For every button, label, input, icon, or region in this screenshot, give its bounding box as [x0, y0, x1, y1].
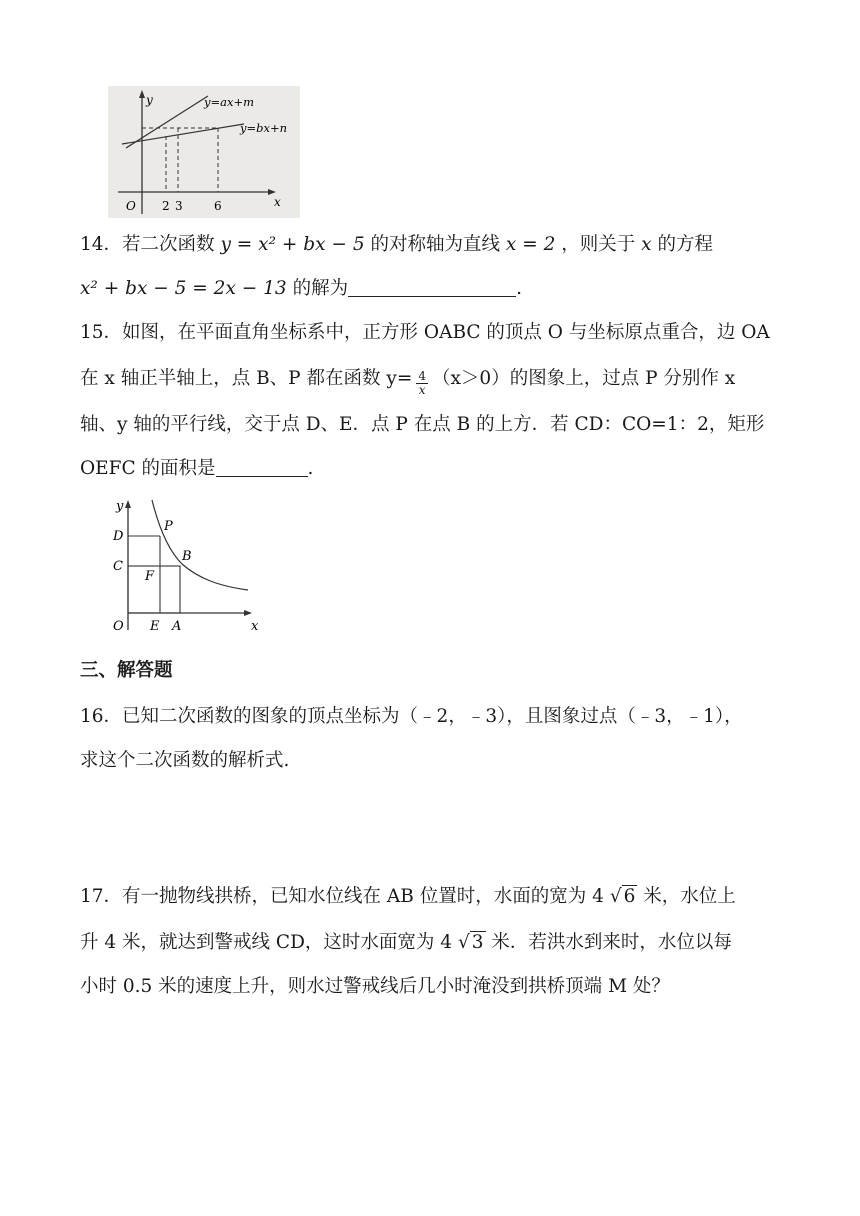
fig2-label-A: A — [172, 619, 182, 634]
q15-frac-den: x — [418, 383, 426, 397]
y-axis-arrow — [139, 90, 145, 98]
q17-radicand-6: 6 — [623, 886, 636, 907]
fig2-label-C: C — [113, 559, 123, 574]
fig2-label-E: E — [150, 619, 160, 634]
fig2-x-arrow — [244, 610, 252, 616]
fig2-y-label: y — [116, 499, 124, 514]
fig1-label-line2: y=bx+n — [240, 121, 288, 135]
section-3-title: 三、解答题 — [80, 660, 173, 681]
q15-line3 — [80, 412, 764, 438]
q17-radicand-3: 3 — [471, 932, 484, 953]
q17-text1a: 有一抛物线拱桥，已知水位线在 AB 位置时，水面的宽为 4 — [122, 886, 604, 907]
q15-text4b: . — [307, 458, 314, 479]
fig2-hyperbola-curve — [152, 500, 248, 590]
q17-line3 — [80, 974, 670, 1000]
q14-text4: 的方程 — [657, 234, 713, 255]
q16-number: 16． — [80, 706, 123, 727]
figure-two-lines-svg — [108, 86, 300, 218]
q15-line4 — [80, 456, 313, 482]
q15-number: 15． — [80, 322, 123, 343]
q14-line2 — [80, 276, 522, 302]
q17-line1 — [80, 884, 736, 910]
figure-two-lines — [108, 86, 300, 218]
q17-sqrt3: √ 3 — [457, 932, 484, 953]
line-bx-plus-n — [122, 124, 244, 144]
q14-end: . — [516, 278, 522, 299]
q15-text4a: OEFC 的面积是 — [80, 458, 216, 479]
fig1-origin: O — [126, 199, 136, 213]
q15-line2 — [80, 366, 735, 397]
q16-line1 — [80, 704, 743, 730]
q15-text2a: 在 x 轴正半轴上，点 B、P 都在函数 y= — [80, 368, 413, 389]
q17-line2 — [80, 930, 732, 956]
q14-line1 — [80, 232, 713, 258]
q14-number: 14． — [80, 234, 123, 255]
q14-text5: 的解为 — [292, 278, 349, 299]
q17-text2b: 米．若洪水到来时，水位以每 — [491, 932, 732, 953]
fig2-label-O: O — [113, 619, 124, 634]
q15-fraction — [416, 370, 428, 397]
q14-text3: ，则关于 — [561, 234, 636, 255]
q17-sqrt6: √ 6 — [609, 886, 636, 907]
fig2-label-B: B — [182, 549, 192, 564]
q14-answer-blank[interactable] — [348, 276, 516, 297]
q14-text1: 若二次函数 — [122, 234, 215, 255]
q15-text2b: （x＞0）的图象上，过点 P 分别作 x — [431, 368, 736, 389]
q16-line2 — [80, 748, 289, 774]
figure-hyperbola-svg — [108, 496, 268, 636]
fig2-label-F: F — [145, 569, 155, 584]
fig2-label-D: D — [113, 529, 124, 544]
q14-equation1: y = x² + bx − 5 — [220, 234, 365, 255]
q16-text2: 求这个二次函数的解析式. — [80, 750, 290, 771]
q14-equation2: x = 2 — [505, 234, 556, 255]
fig1-y-label: y — [146, 93, 153, 107]
fig1-tick-6: 6 — [214, 199, 222, 213]
q15-text3: 轴、y 轴的平行线，交于点 D、E．点 P 在点 B 的上方．若 CD：CO=1：2，矩形 — [80, 414, 765, 435]
q17-text1b: 米，水位上 — [643, 886, 736, 907]
line-ax-plus-m — [126, 96, 208, 148]
q15-frac-num: 4 — [418, 369, 426, 383]
fig1-tick-2: 2 — [162, 199, 170, 213]
q15-text1: 如图，在平面直角坐标系中，正方形 OABC 的顶点 O 与坐标原点重合，边 OA — [122, 322, 770, 343]
fig1-tick-3: 3 — [175, 199, 183, 213]
q14-variable: x — [641, 234, 652, 255]
fig1-label-line1: y=ax+m — [204, 95, 255, 109]
q17-number: 17． — [80, 886, 123, 907]
figure-hyperbola — [108, 496, 268, 636]
q17-text3: 小时 0.5 米的速度上升，则水过警戒线后几小时淹没到拱桥顶端 M 处？ — [80, 976, 670, 997]
q14-text2: 的对称轴为直线 — [370, 234, 500, 255]
fig2-label-P: P — [164, 519, 173, 534]
q15-line1 — [80, 320, 770, 346]
q17-text2a: 升 4 米，就达到警戒线 CD，这时水面宽为 4 — [80, 932, 453, 953]
fig1-x-label: x — [274, 195, 281, 209]
q16-text1: 已知二次函数的图象的顶点坐标为（﹣2，﹣3），且图象过点（﹣3，﹣1）， — [122, 706, 743, 727]
fig2-y-arrow — [125, 500, 131, 508]
q14-equation3: x² + bx − 5 = 2x − 13 — [80, 278, 287, 299]
fig2-x-label: x — [251, 619, 259, 634]
q15-answer-blank[interactable] — [216, 456, 308, 477]
